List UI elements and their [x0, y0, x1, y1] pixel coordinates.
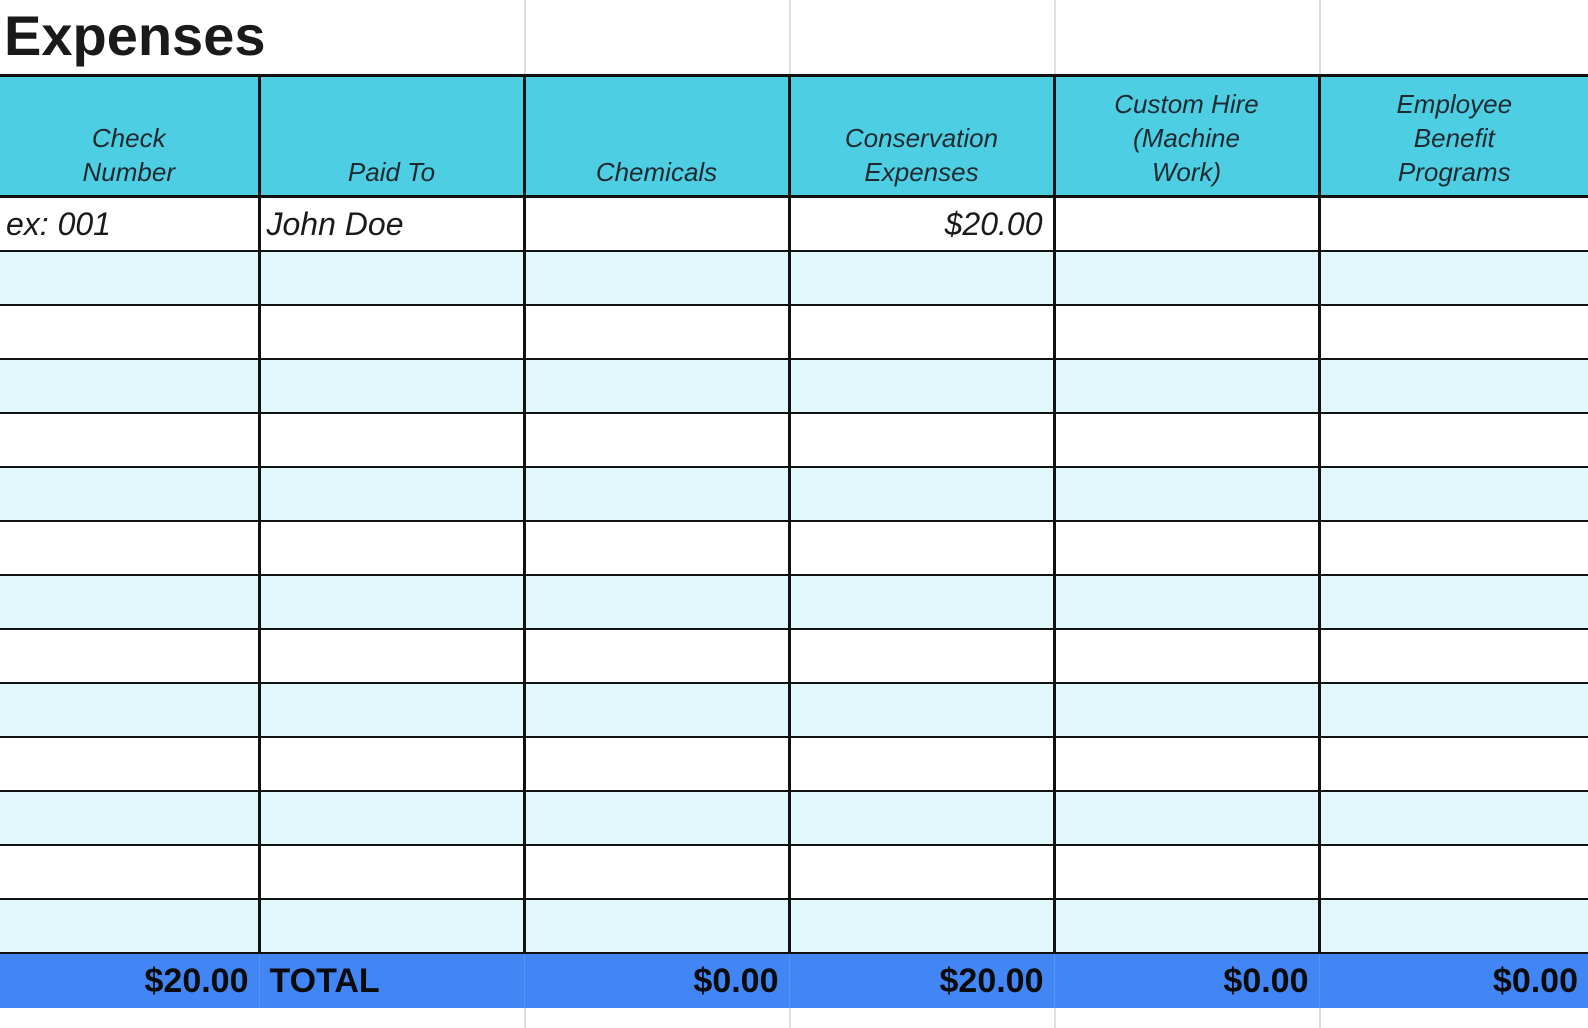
paid-to-cell[interactable]: [259, 251, 524, 305]
employee-benefit-cell[interactable]: [1319, 359, 1588, 413]
check-number-cell[interactable]: [0, 575, 259, 629]
employee-benefit-cell[interactable]: [1319, 899, 1588, 953]
conservation-cell[interactable]: [789, 467, 1054, 521]
table-row: [0, 413, 1588, 467]
chemicals-cell[interactable]: [524, 251, 789, 305]
table-row: [0, 521, 1588, 575]
table-row: [0, 305, 1588, 359]
column-header-paid-to[interactable]: Paid To: [259, 76, 524, 197]
paid-to-cell[interactable]: John Doe: [259, 197, 524, 252]
paid-to-cell[interactable]: [259, 413, 524, 467]
chemicals-cell[interactable]: [524, 629, 789, 683]
column-header-conservation-expenses[interactable]: Conservation Expenses: [789, 76, 1054, 197]
check-number-cell[interactable]: [0, 251, 259, 305]
employee-benefit-cell[interactable]: [1319, 575, 1588, 629]
sheet-title: Expenses: [4, 4, 266, 67]
custom-hire-cell[interactable]: [1054, 197, 1319, 252]
paid-to-cell[interactable]: [259, 521, 524, 575]
chemicals-cell[interactable]: [524, 305, 789, 359]
table-row: [0, 359, 1588, 413]
conservation-cell[interactable]: [789, 737, 1054, 791]
employee-benefit-cell[interactable]: [1319, 413, 1588, 467]
custom-hire-cell[interactable]: [1054, 845, 1319, 899]
conservation-cell[interactable]: [789, 791, 1054, 845]
expenses-table: [0, 74, 1588, 1008]
custom-hire-cell[interactable]: [1054, 413, 1319, 467]
custom-hire-cell[interactable]: [1054, 359, 1319, 413]
table-row: [0, 791, 1588, 845]
table-row: [0, 251, 1588, 305]
table-row: [0, 575, 1588, 629]
paid-to-cell[interactable]: [259, 359, 524, 413]
check-number-cell[interactable]: [0, 629, 259, 683]
conservation-cell[interactable]: [789, 359, 1054, 413]
check-number-cell[interactable]: [0, 413, 259, 467]
table-row: [0, 845, 1588, 899]
employee-benefit-cell[interactable]: [1319, 467, 1588, 521]
employee-benefit-cell[interactable]: [1319, 305, 1588, 359]
chemicals-cell[interactable]: [524, 575, 789, 629]
total-row: [0, 953, 1588, 1008]
column-header-employee-benefit[interactable]: Employee Benefit Programs: [1319, 76, 1588, 197]
employee-benefit-cell[interactable]: [1319, 737, 1588, 791]
employee-benefit-cell[interactable]: [1319, 197, 1588, 252]
check-number-cell[interactable]: [0, 359, 259, 413]
header-row: [0, 76, 1588, 197]
table-row: [0, 899, 1588, 953]
custom-hire-cell[interactable]: [1054, 467, 1319, 521]
paid-to-cell[interactable]: [259, 305, 524, 359]
paid-to-cell[interactable]: [259, 791, 524, 845]
chemicals-cell[interactable]: [524, 413, 789, 467]
chemicals-cell[interactable]: [524, 899, 789, 953]
custom-hire-cell[interactable]: [1054, 251, 1319, 305]
employee-benefit-cell[interactable]: [1319, 251, 1588, 305]
total-check-number-cell[interactable]: $20.00: [0, 953, 259, 1008]
conservation-cell[interactable]: [789, 899, 1054, 953]
total-custom-hire-cell[interactable]: $0.00: [1054, 953, 1319, 1008]
paid-to-cell[interactable]: [259, 899, 524, 953]
table-row: [0, 683, 1588, 737]
conservation-cell[interactable]: [789, 305, 1054, 359]
employee-benefit-cell[interactable]: [1319, 629, 1588, 683]
chemicals-cell[interactable]: [524, 791, 789, 845]
column-header-chemicals[interactable]: Chemicals: [524, 76, 789, 197]
paid-to-cell[interactable]: [259, 737, 524, 791]
conservation-cell[interactable]: [789, 683, 1054, 737]
paid-to-cell[interactable]: [259, 845, 524, 899]
check-number-cell[interactable]: [0, 845, 259, 899]
chemicals-cell[interactable]: [524, 683, 789, 737]
check-number-cell[interactable]: [0, 305, 259, 359]
conservation-cell[interactable]: [789, 521, 1054, 575]
conservation-cell[interactable]: [789, 845, 1054, 899]
check-number-cell[interactable]: [0, 521, 259, 575]
conservation-cell[interactable]: [789, 629, 1054, 683]
paid-to-cell[interactable]: [259, 575, 524, 629]
custom-hire-cell[interactable]: [1054, 575, 1319, 629]
chemicals-cell[interactable]: [524, 521, 789, 575]
employee-benefit-cell[interactable]: [1319, 791, 1588, 845]
conservation-cell[interactable]: [789, 575, 1054, 629]
table-row: [0, 467, 1588, 521]
custom-hire-cell[interactable]: [1054, 683, 1319, 737]
chemicals-cell[interactable]: [524, 737, 789, 791]
total-label-cell[interactable]: TOTAL: [259, 953, 524, 1008]
custom-hire-cell[interactable]: [1054, 791, 1319, 845]
check-number-cell[interactable]: [0, 467, 259, 521]
custom-hire-cell[interactable]: [1054, 305, 1319, 359]
total-employee-benefit-cell[interactable]: $0.00: [1319, 953, 1588, 1008]
chemicals-cell[interactable]: [524, 845, 789, 899]
check-number-cell[interactable]: [0, 683, 259, 737]
table-row: [0, 629, 1588, 683]
employee-benefit-cell[interactable]: [1319, 683, 1588, 737]
paid-to-cell[interactable]: [259, 683, 524, 737]
chemicals-cell[interactable]: [524, 197, 789, 252]
custom-hire-cell[interactable]: [1054, 899, 1319, 953]
custom-hire-cell[interactable]: [1054, 521, 1319, 575]
column-header-check-number[interactable]: Check Number: [0, 76, 259, 197]
conservation-cell[interactable]: $20.00: [789, 197, 1054, 252]
custom-hire-cell[interactable]: [1054, 629, 1319, 683]
table-row: [0, 737, 1588, 791]
check-number-cell[interactable]: [0, 737, 259, 791]
chemicals-cell[interactable]: [524, 467, 789, 521]
total-conservation-cell[interactable]: $20.00: [789, 953, 1054, 1008]
chemicals-cell[interactable]: [524, 359, 789, 413]
employee-benefit-cell[interactable]: [1319, 845, 1588, 899]
check-number-cell[interactable]: [0, 899, 259, 953]
paid-to-cell[interactable]: [259, 629, 524, 683]
column-header-custom-hire[interactable]: Custom Hire (Machine Work): [1054, 76, 1319, 197]
employee-benefit-cell[interactable]: [1319, 521, 1588, 575]
table-row: [0, 197, 1588, 252]
conservation-cell[interactable]: [789, 251, 1054, 305]
conservation-cell[interactable]: [789, 413, 1054, 467]
custom-hire-cell[interactable]: [1054, 737, 1319, 791]
paid-to-cell[interactable]: [259, 467, 524, 521]
check-number-cell[interactable]: ex: 001: [0, 197, 259, 252]
check-number-cell[interactable]: [0, 791, 259, 845]
total-chemicals-cell[interactable]: $0.00: [524, 953, 789, 1008]
